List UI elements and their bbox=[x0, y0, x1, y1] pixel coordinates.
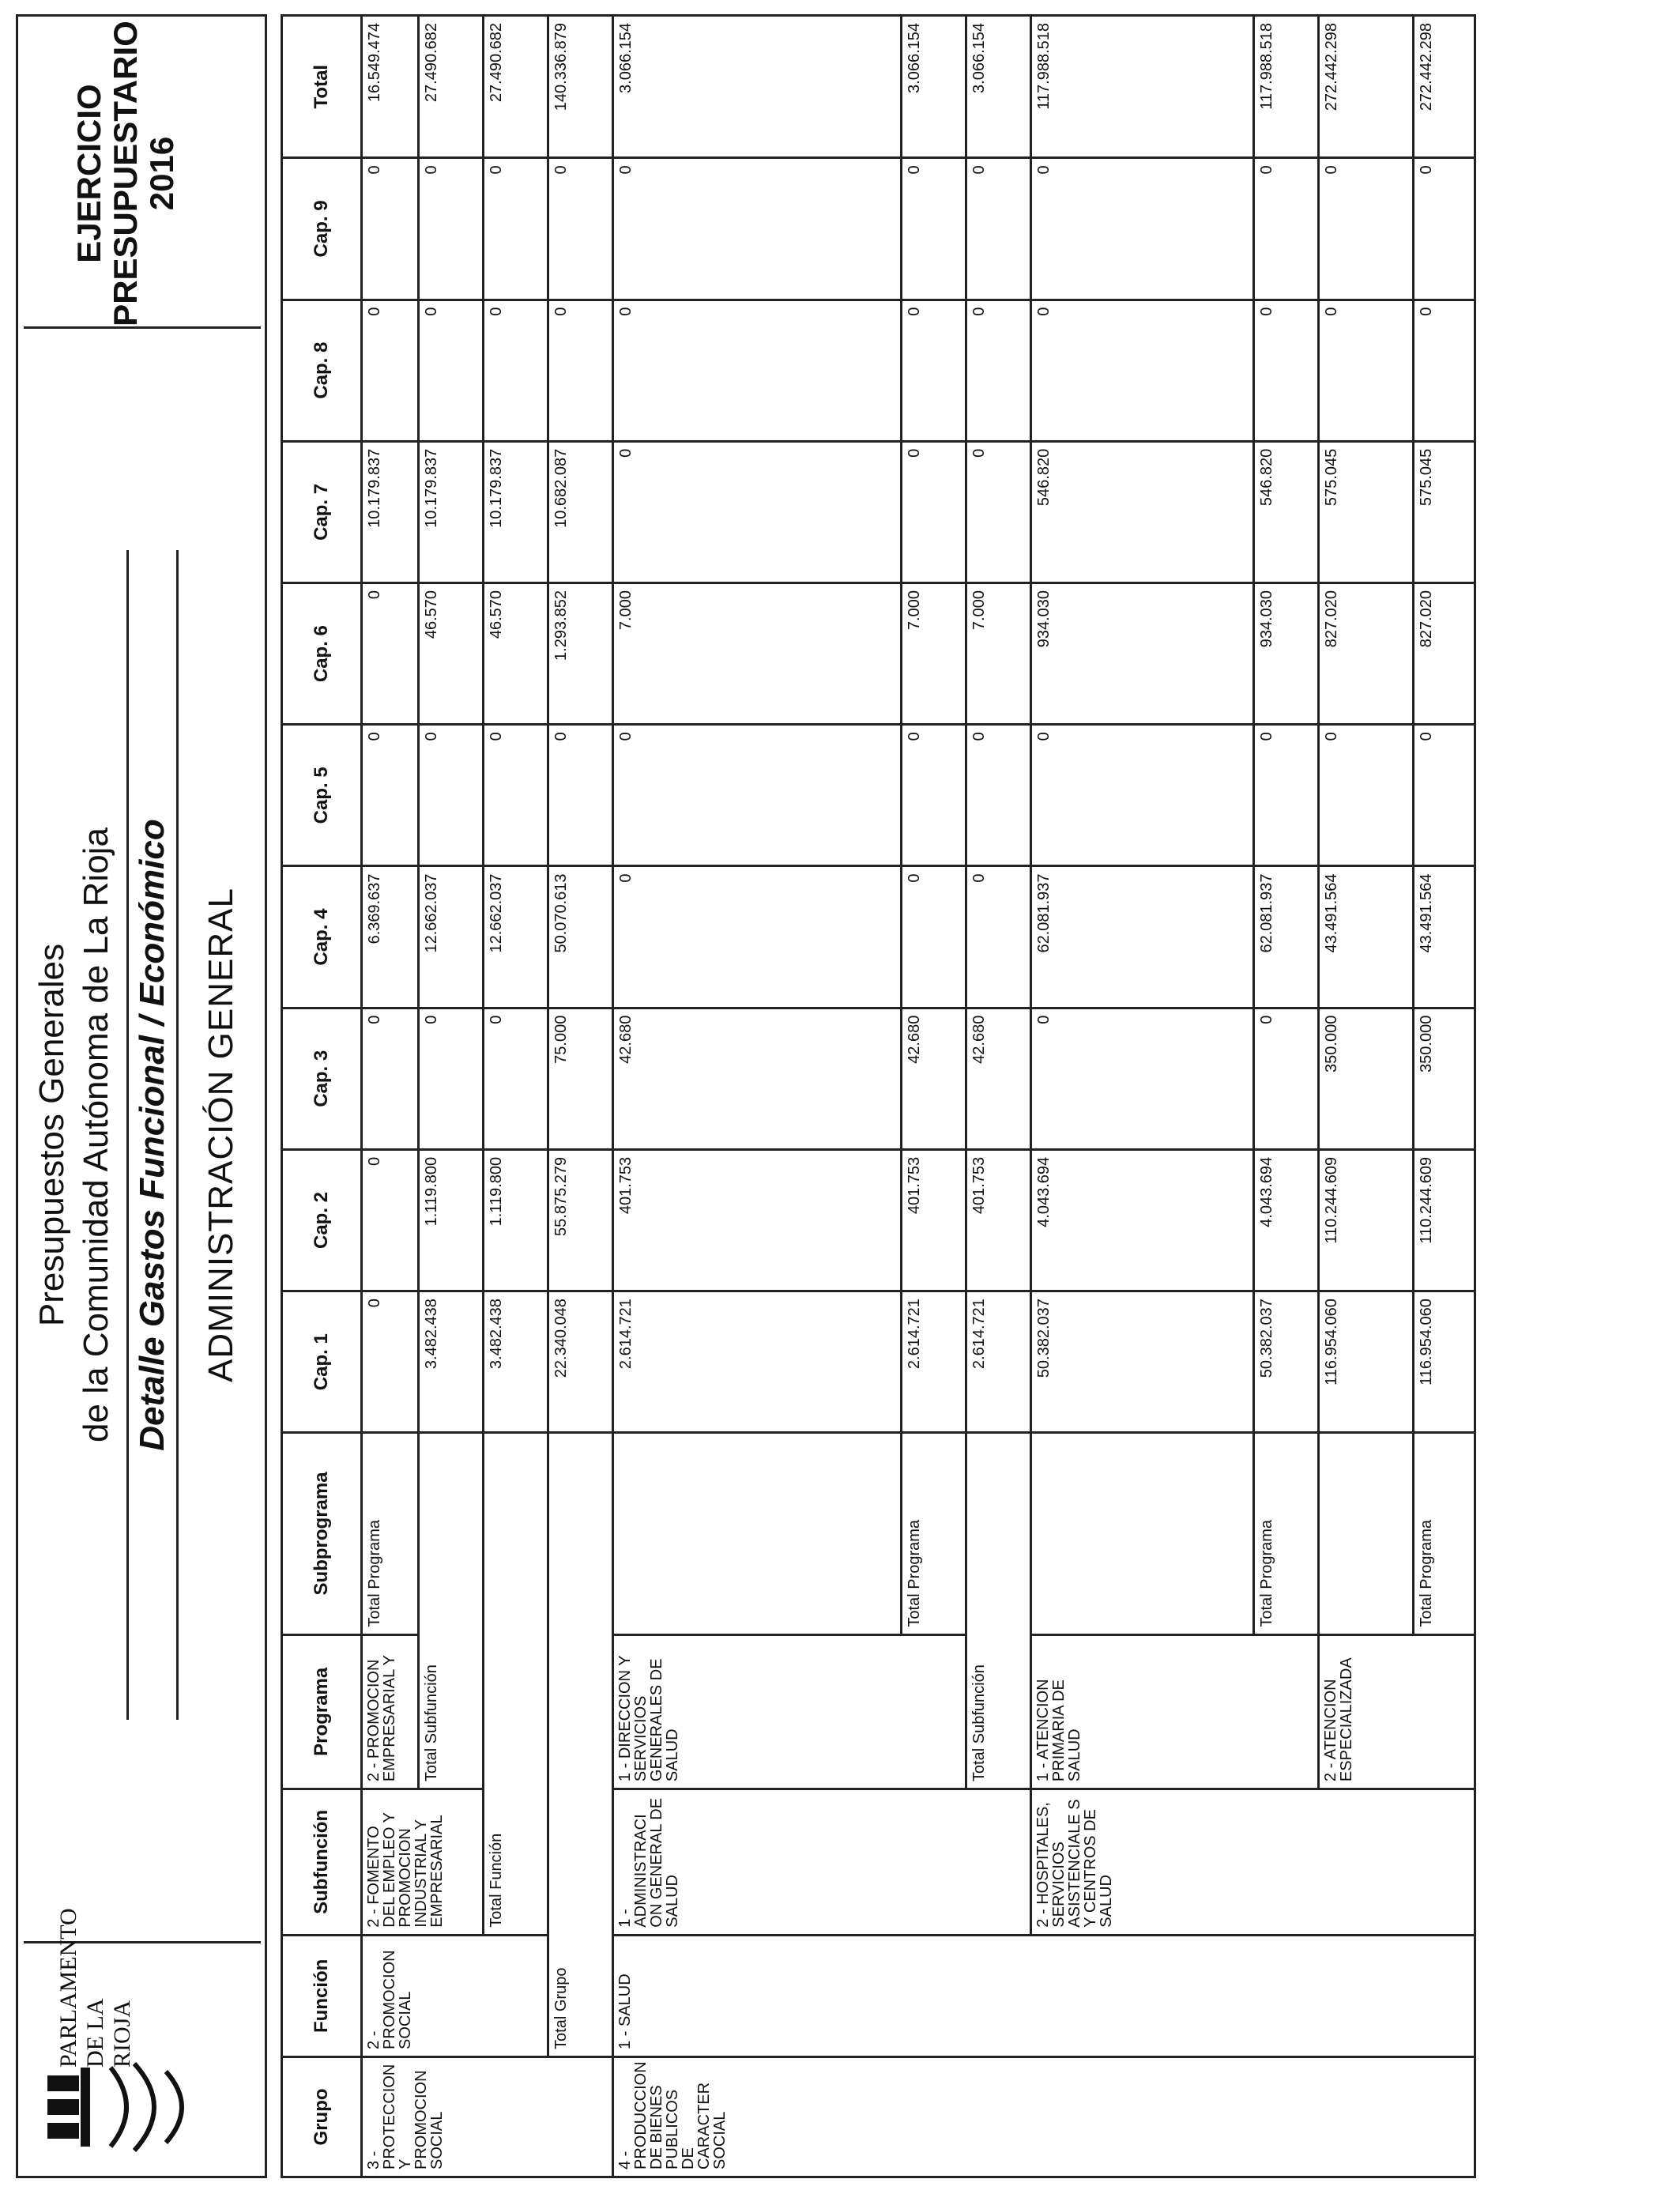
cell-funcion: 1 - SALUD bbox=[613, 1935, 1475, 2056]
parliament-logo-icon bbox=[40, 2052, 213, 2162]
cell-value: 50.070.613 bbox=[548, 866, 613, 1008]
cell-value: 3.482.438 bbox=[419, 1291, 484, 1433]
cell-value: 934.030 bbox=[1031, 583, 1254, 725]
cell-value: 0 bbox=[613, 725, 902, 866]
cell-value: 0 bbox=[966, 300, 1031, 441]
logo-text-line-1: PARLAMENTO bbox=[55, 1908, 81, 2068]
cell-value: 0 bbox=[1254, 725, 1319, 866]
col-header-cap1: Cap. 1 bbox=[282, 1291, 362, 1433]
cell-total: 3.066.154 bbox=[613, 16, 902, 158]
cell-funcion: 2 - PROMOCION SOCIAL bbox=[362, 1935, 548, 2056]
col-header-cap9: Cap. 9 bbox=[282, 158, 362, 300]
cell-value: 0 bbox=[1254, 158, 1319, 300]
main-title-line-2: de la Comunidad Autónoma de La Rioja bbox=[77, 827, 115, 1442]
cell-total-label: Total Grupo bbox=[548, 1433, 613, 2057]
cell-value: 0 bbox=[1414, 158, 1475, 300]
cell-value: 0 bbox=[902, 158, 966, 300]
cell-value: 10.179.837 bbox=[484, 441, 548, 582]
page-subtitle: Detalle Gastos Funcional / Económico bbox=[126, 550, 179, 1720]
cell-subprograma bbox=[613, 1433, 902, 1634]
cell-value: 1.293.852 bbox=[548, 583, 613, 725]
cell-value: 2.614.721 bbox=[613, 1291, 902, 1433]
col-header-cap2: Cap. 2 bbox=[282, 1149, 362, 1291]
cell-total: 140.336.879 bbox=[548, 16, 613, 158]
table-row bbox=[362, 16, 419, 2177]
cell-value: 401.753 bbox=[902, 1149, 966, 1291]
cell-value: 546.820 bbox=[1031, 441, 1254, 582]
table-row bbox=[1031, 16, 1254, 2177]
cell-total-label: Total Programa bbox=[902, 1433, 966, 1634]
cell-value: 10.682.087 bbox=[548, 441, 613, 582]
cell-subfuncion: 2 - HOSPITALES, SERVICIOS ASISTENCIALE S Y CENTROS DE SALUD bbox=[1031, 1789, 1475, 1936]
cell-value: 401.753 bbox=[613, 1149, 902, 1291]
cell-value: 350.000 bbox=[1319, 1008, 1414, 1149]
cell-value: 0 bbox=[484, 158, 548, 300]
col-header-cap7: Cap. 7 bbox=[282, 441, 362, 582]
cell-value: 0 bbox=[362, 300, 419, 441]
cell-value: 0 bbox=[1254, 300, 1319, 441]
cell-programa: 1 - ATENCION PRIMARIA DE SALUD bbox=[1031, 1634, 1319, 1789]
cell-value: 1.119.800 bbox=[484, 1149, 548, 1291]
cell-value: 0 bbox=[613, 158, 902, 300]
cell-value: 0 bbox=[613, 866, 902, 1008]
cell-value: 12.662.037 bbox=[419, 866, 484, 1008]
year-label-2: PRESUPUESTARIO bbox=[107, 21, 144, 326]
title-block bbox=[16, 345, 267, 1925]
cell-value: 4.043.694 bbox=[1254, 1149, 1319, 1291]
cell-value: 110.244.609 bbox=[1414, 1149, 1475, 1291]
cell-total-label: Total Subfunción bbox=[419, 1433, 484, 1789]
cell-value: 0 bbox=[1254, 1008, 1319, 1149]
cell-value: 62.081.937 bbox=[1254, 866, 1319, 1008]
cell-value: 0 bbox=[362, 1291, 419, 1433]
cell-value: 43.491.564 bbox=[1414, 866, 1475, 1008]
cell-value: 934.030 bbox=[1254, 583, 1319, 725]
cell-value: 0 bbox=[362, 583, 419, 725]
cell-value: 116.954.060 bbox=[1414, 1291, 1475, 1433]
cell-value: 62.081.937 bbox=[1031, 866, 1254, 1008]
cell-value: 0 bbox=[362, 725, 419, 866]
cell-value: 10.179.837 bbox=[419, 441, 484, 582]
col-header-funcion: Función bbox=[282, 1935, 362, 2056]
cell-total-label: Total Programa bbox=[1414, 1433, 1475, 1634]
cell-value: 0 bbox=[902, 300, 966, 441]
cell-value: 0 bbox=[548, 158, 613, 300]
cell-value: 2.614.721 bbox=[966, 1291, 1031, 1433]
cell-value: 12.662.037 bbox=[484, 866, 548, 1008]
cell-subprograma: Total Programa bbox=[362, 1433, 419, 1634]
cell-value: 0 bbox=[902, 725, 966, 866]
cell-value: 0 bbox=[419, 158, 484, 300]
cell-value: 42.680 bbox=[966, 1008, 1031, 1149]
year-label-1: EJERCICIO bbox=[70, 84, 107, 263]
cell-value: 7.000 bbox=[902, 583, 966, 725]
cell-value: 42.680 bbox=[613, 1008, 902, 1149]
cell-value: 4.043.694 bbox=[1031, 1149, 1254, 1291]
cell-value: 0 bbox=[966, 866, 1031, 1008]
cell-value: 0 bbox=[1414, 725, 1475, 866]
logo-text bbox=[55, 1908, 136, 2068]
col-header-subfuncion: Subfunción bbox=[282, 1789, 362, 1936]
cell-value: 0 bbox=[419, 1008, 484, 1149]
cell-value: 0 bbox=[419, 725, 484, 866]
table-row bbox=[548, 16, 613, 2177]
col-header-grupo: Grupo bbox=[282, 2056, 362, 2177]
cell-value: 0 bbox=[613, 300, 902, 441]
cell-value: 2.614.721 bbox=[902, 1291, 966, 1433]
cell-total: 27.490.682 bbox=[484, 16, 548, 158]
cell-value: 0 bbox=[484, 1008, 548, 1149]
section-title: ADMINISTRACIÓN GENERAL bbox=[202, 888, 240, 1382]
col-header-cap4: Cap. 4 bbox=[282, 866, 362, 1008]
cell-value: 0 bbox=[966, 725, 1031, 866]
cell-value: 546.820 bbox=[1254, 441, 1319, 582]
cell-total: 3.066.154 bbox=[902, 16, 966, 158]
cell-value: 350.000 bbox=[1414, 1008, 1475, 1149]
cell-value: 43.491.564 bbox=[1319, 866, 1414, 1008]
cell-subfuncion: 1 - ADMINISTRACI ON GENERAL DE SALUD bbox=[613, 1789, 1031, 1936]
cell-total: 272.442.298 bbox=[1319, 16, 1414, 158]
cell-value: 7.000 bbox=[966, 583, 1031, 725]
cell-value: 50.382.037 bbox=[1031, 1291, 1254, 1433]
col-header-total: Total bbox=[282, 16, 362, 158]
cell-total: 272.442.298 bbox=[1414, 16, 1475, 158]
cell-total-label: Total Subfunción bbox=[966, 1433, 1031, 1789]
col-header-programa: Programa bbox=[282, 1634, 362, 1789]
cell-value: 0 bbox=[902, 441, 966, 582]
col-header-cap5: Cap. 5 bbox=[282, 725, 362, 866]
cell-value: 75.000 bbox=[548, 1008, 613, 1149]
fiscal-year-box bbox=[24, 21, 261, 329]
cell-total-label: Total Programa bbox=[1254, 1433, 1319, 1634]
col-header-cap3: Cap. 3 bbox=[282, 1008, 362, 1149]
cell-value: 46.570 bbox=[419, 583, 484, 725]
year-value: 2016 bbox=[143, 136, 180, 211]
cell-total: 16.549.474 bbox=[362, 16, 419, 158]
cell-value: 827.020 bbox=[1319, 583, 1414, 725]
cell-value: 10.179.837 bbox=[362, 441, 419, 582]
cell-value: 0 bbox=[548, 300, 613, 441]
cell-value: 0 bbox=[1319, 725, 1414, 866]
cell-value: 0 bbox=[966, 158, 1031, 300]
cell-value: 575.045 bbox=[1319, 441, 1414, 582]
cell-value: 0 bbox=[1319, 158, 1414, 300]
cell-value: 0 bbox=[966, 441, 1031, 582]
cell-value: 0 bbox=[419, 300, 484, 441]
col-header-subprograma: Subprograma bbox=[282, 1433, 362, 1634]
cell-value: 0 bbox=[362, 1008, 419, 1149]
table-header-row bbox=[282, 16, 362, 2177]
cell-value: 0 bbox=[1414, 300, 1475, 441]
cell-value: 0 bbox=[1031, 1008, 1254, 1149]
budget-table bbox=[281, 14, 1476, 2178]
cell-value: 46.570 bbox=[484, 583, 548, 725]
cell-value: 0 bbox=[1319, 300, 1414, 441]
cell-programa: 1 - DIRECCION Y SERVICIOS GENERALES DE SALUD bbox=[613, 1634, 966, 1789]
cell-value: 1.119.800 bbox=[419, 1149, 484, 1291]
cell-value: 7.000 bbox=[613, 583, 902, 725]
table-row bbox=[613, 16, 902, 2177]
cell-total: 27.490.682 bbox=[419, 16, 484, 158]
cell-value: 55.875.279 bbox=[548, 1149, 613, 1291]
logo-text-line-2: DE LA RIOJA bbox=[82, 2000, 135, 2068]
cell-grupo: 3 - PROTECCION Y PROMOCION SOCIAL bbox=[362, 2056, 613, 2177]
logo-block bbox=[24, 1908, 261, 2170]
cell-value: 0 bbox=[902, 866, 966, 1008]
cell-value: 401.753 bbox=[966, 1149, 1031, 1291]
cell-value: 22.340.048 bbox=[548, 1291, 613, 1433]
cell-value: 0 bbox=[613, 441, 902, 582]
cell-value: 42.680 bbox=[902, 1008, 966, 1149]
col-header-cap6: Cap. 6 bbox=[282, 583, 362, 725]
cell-value: 827.020 bbox=[1414, 583, 1475, 725]
table-row bbox=[484, 16, 548, 2177]
cell-value: 0 bbox=[484, 725, 548, 866]
cell-subfuncion: 2 - FOMENTO DEL EMPLEO Y PROMOCION INDUSTRIAL Y EMPRESARIAL bbox=[362, 1789, 484, 1936]
cell-value: 0 bbox=[362, 158, 419, 300]
cell-value: 0 bbox=[1031, 158, 1254, 300]
cell-value: 50.382.037 bbox=[1254, 1291, 1319, 1433]
cell-programa: 2 - ATENCION ESPECIALIZADA bbox=[1319, 1634, 1475, 1789]
cell-subprograma bbox=[1031, 1433, 1254, 1634]
cell-value: 110.244.609 bbox=[1319, 1149, 1414, 1291]
cell-programa: 2 - PROMOCION EMPRESARIAL Y bbox=[362, 1634, 419, 1789]
main-title-line-1: Presupuestos Generales bbox=[32, 943, 71, 1327]
cell-value: 575.045 bbox=[1414, 441, 1475, 582]
cell-value: 3.482.438 bbox=[484, 1291, 548, 1433]
cell-total-label: Total Función bbox=[484, 1433, 548, 1935]
cell-value: 0 bbox=[484, 300, 548, 441]
col-header-cap8: Cap. 8 bbox=[282, 300, 362, 441]
cell-total: 3.066.154 bbox=[966, 16, 1031, 158]
cell-total: 117.988.518 bbox=[1031, 16, 1254, 158]
cell-total: 117.988.518 bbox=[1254, 16, 1319, 158]
cell-value: 0 bbox=[1031, 300, 1254, 441]
cell-value: 0 bbox=[362, 1149, 419, 1291]
cell-grupo: 4 - PRODUCCION DE BIENES PUBLICOS DE CARACTER SOCIAL bbox=[613, 2056, 1475, 2177]
cell-subprograma bbox=[1319, 1433, 1414, 1634]
cell-value: 0 bbox=[1031, 725, 1254, 866]
cell-value: 0 bbox=[548, 725, 613, 866]
cell-value: 6.369.637 bbox=[362, 866, 419, 1008]
cell-value: 116.954.060 bbox=[1319, 1291, 1414, 1433]
